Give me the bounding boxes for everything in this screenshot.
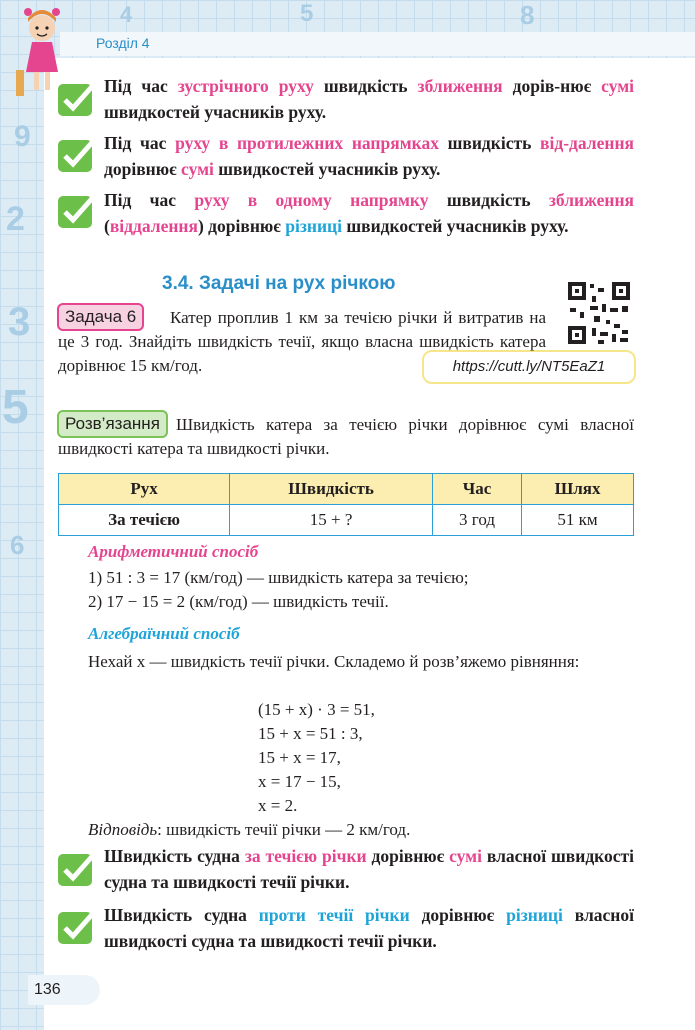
rule-meeting-motion bbox=[104, 73, 634, 125]
rule-text: дорів-нює bbox=[502, 76, 602, 96]
rule-upstream-speed bbox=[104, 902, 634, 954]
rule-text: Під час bbox=[104, 133, 176, 153]
highlighted-term: сумі bbox=[449, 846, 482, 866]
table-header-cell: Шлях bbox=[522, 474, 634, 505]
table-row bbox=[59, 505, 634, 536]
rule-text: дорівнює bbox=[409, 905, 507, 925]
rule-text: швидкостей учасників руху. bbox=[213, 159, 441, 179]
rule-text: швидкостей учасників руху. bbox=[104, 102, 327, 122]
rule-text: дорівнює bbox=[104, 159, 182, 179]
margin-decoration: 6 bbox=[10, 530, 25, 560]
rule-text: Під час bbox=[104, 76, 178, 96]
rule-text: ( bbox=[104, 216, 110, 236]
motion-table bbox=[58, 473, 634, 536]
solution-badge: Розв’язання bbox=[57, 410, 168, 438]
highlighted-term: руху в протилежних напрямках bbox=[175, 133, 439, 153]
table-header-cell: Час bbox=[432, 474, 521, 505]
qr-code-icon bbox=[566, 280, 632, 346]
checkmark-icon bbox=[56, 80, 100, 120]
margin-decoration: 8 bbox=[520, 0, 535, 30]
algebraic-method-title: Алгебраїчний спосіб bbox=[88, 624, 240, 643]
highlighted-term: руху в одному напрямку bbox=[194, 190, 429, 210]
highlighted-term: сумі bbox=[601, 76, 634, 96]
equation-line: 15 + x = 51 : 3, bbox=[258, 724, 363, 743]
highlighted-term: різниці bbox=[506, 905, 563, 925]
task-badge: Задача 6 bbox=[57, 303, 144, 331]
rule-text: дорівнює bbox=[366, 846, 450, 866]
answer-line bbox=[88, 818, 410, 842]
algebraic-intro: Нехай x — швидкість течії річки. Складемо й розв’яжемо рівняння: bbox=[88, 652, 580, 671]
table-header-cell: Швидкість bbox=[230, 474, 433, 505]
rule-text: швидкість bbox=[313, 76, 418, 96]
highlighted-term: від-далення bbox=[540, 133, 634, 153]
checkmark-icon bbox=[56, 192, 100, 232]
equation-line: x = 2. bbox=[258, 796, 298, 815]
rule-text: власної швидкості судна та швидкості течії річки. bbox=[104, 905, 634, 951]
equation-line: x = 17 − 15, bbox=[258, 772, 341, 791]
page-number: 136 bbox=[28, 975, 100, 1005]
rule-text: ) дорівнює bbox=[197, 216, 286, 236]
table-cell: 3 год bbox=[432, 505, 521, 536]
highlighted-term: сумі bbox=[181, 159, 214, 179]
rule-text: Під час bbox=[104, 190, 195, 210]
rule-same-direction-motion bbox=[104, 187, 634, 239]
rule-text: власної швидкості судна та швидкості течії річки. bbox=[104, 846, 635, 892]
checkmark-icon bbox=[56, 136, 100, 176]
margin-decoration: 2 bbox=[6, 200, 25, 238]
section-title: 3.4. Задачі на рух річкою bbox=[162, 273, 396, 294]
rule-text: швидкість bbox=[438, 133, 541, 153]
table-header-row bbox=[59, 474, 634, 505]
margin-decoration: 5 bbox=[2, 381, 29, 434]
table-cell: 15 + ? bbox=[230, 505, 433, 536]
rule-text: Швидкість судна bbox=[104, 846, 245, 866]
arithmetic-step-2: 2) 17 − 15 = 2 (км/год) — швидкість течії. bbox=[88, 592, 389, 611]
task-text: Катер проплив 1 км за течією річки й витратив на це 3 год. Знайдіть швидкість течії, якщо власна швидкість катера дорівнює 15 км/год. bbox=[58, 308, 546, 375]
solution-text: Швидкість катера за течією річки дорівнює сумі власної швидкості катера та швидкості річки. bbox=[58, 415, 634, 458]
rule-text: швидкість bbox=[428, 190, 549, 210]
margin-decoration: 3 bbox=[8, 300, 31, 344]
rule-opposite-motion bbox=[104, 130, 634, 182]
margin-decoration: 9 bbox=[14, 120, 31, 153]
header-band bbox=[60, 32, 695, 56]
highlighted-term: зустрічного руху bbox=[177, 76, 314, 96]
rule-text: Швидкість судна bbox=[104, 905, 259, 925]
equation-line: 15 + x = 17, bbox=[258, 748, 341, 767]
highlighted-term: проти течії річки bbox=[258, 905, 410, 925]
arithmetic-step-1: 1) 51 : 3 = 17 (км/год) — швидкість катера за течією; bbox=[88, 568, 469, 587]
rule-downstream-speed bbox=[104, 843, 634, 895]
highlighted-term: віддалення bbox=[109, 216, 198, 236]
highlighted-term: за течією річки bbox=[244, 846, 367, 866]
equation-line: (15 + x) · 3 = 51, bbox=[258, 700, 375, 719]
table-cell: 51 км bbox=[522, 505, 634, 536]
table-header-cell: Рух bbox=[59, 474, 230, 505]
margin-decoration: 5 bbox=[300, 0, 314, 27]
resource-link[interactable]: https://cutt.ly/NT5EaZ1 bbox=[422, 350, 636, 384]
section-header-label: Розділ 4 bbox=[96, 35, 150, 51]
checkmark-icon bbox=[56, 908, 100, 948]
table-cell: За течією bbox=[59, 505, 230, 536]
answer-text: : швидкість течії річки — 2 км/год. bbox=[157, 820, 411, 839]
highlighted-term: зближення bbox=[417, 76, 503, 96]
arithmetic-method-title: Арифметичний спосіб bbox=[88, 542, 259, 561]
answer-label: Відповідь bbox=[88, 820, 158, 839]
rule-text: швидкостей учасників руху. bbox=[341, 216, 569, 236]
highlighted-term: різниці bbox=[285, 216, 342, 236]
margin-decoration: 4 bbox=[120, 2, 133, 27]
highlighted-term: зближення bbox=[548, 190, 634, 210]
checkmark-icon bbox=[56, 850, 100, 890]
